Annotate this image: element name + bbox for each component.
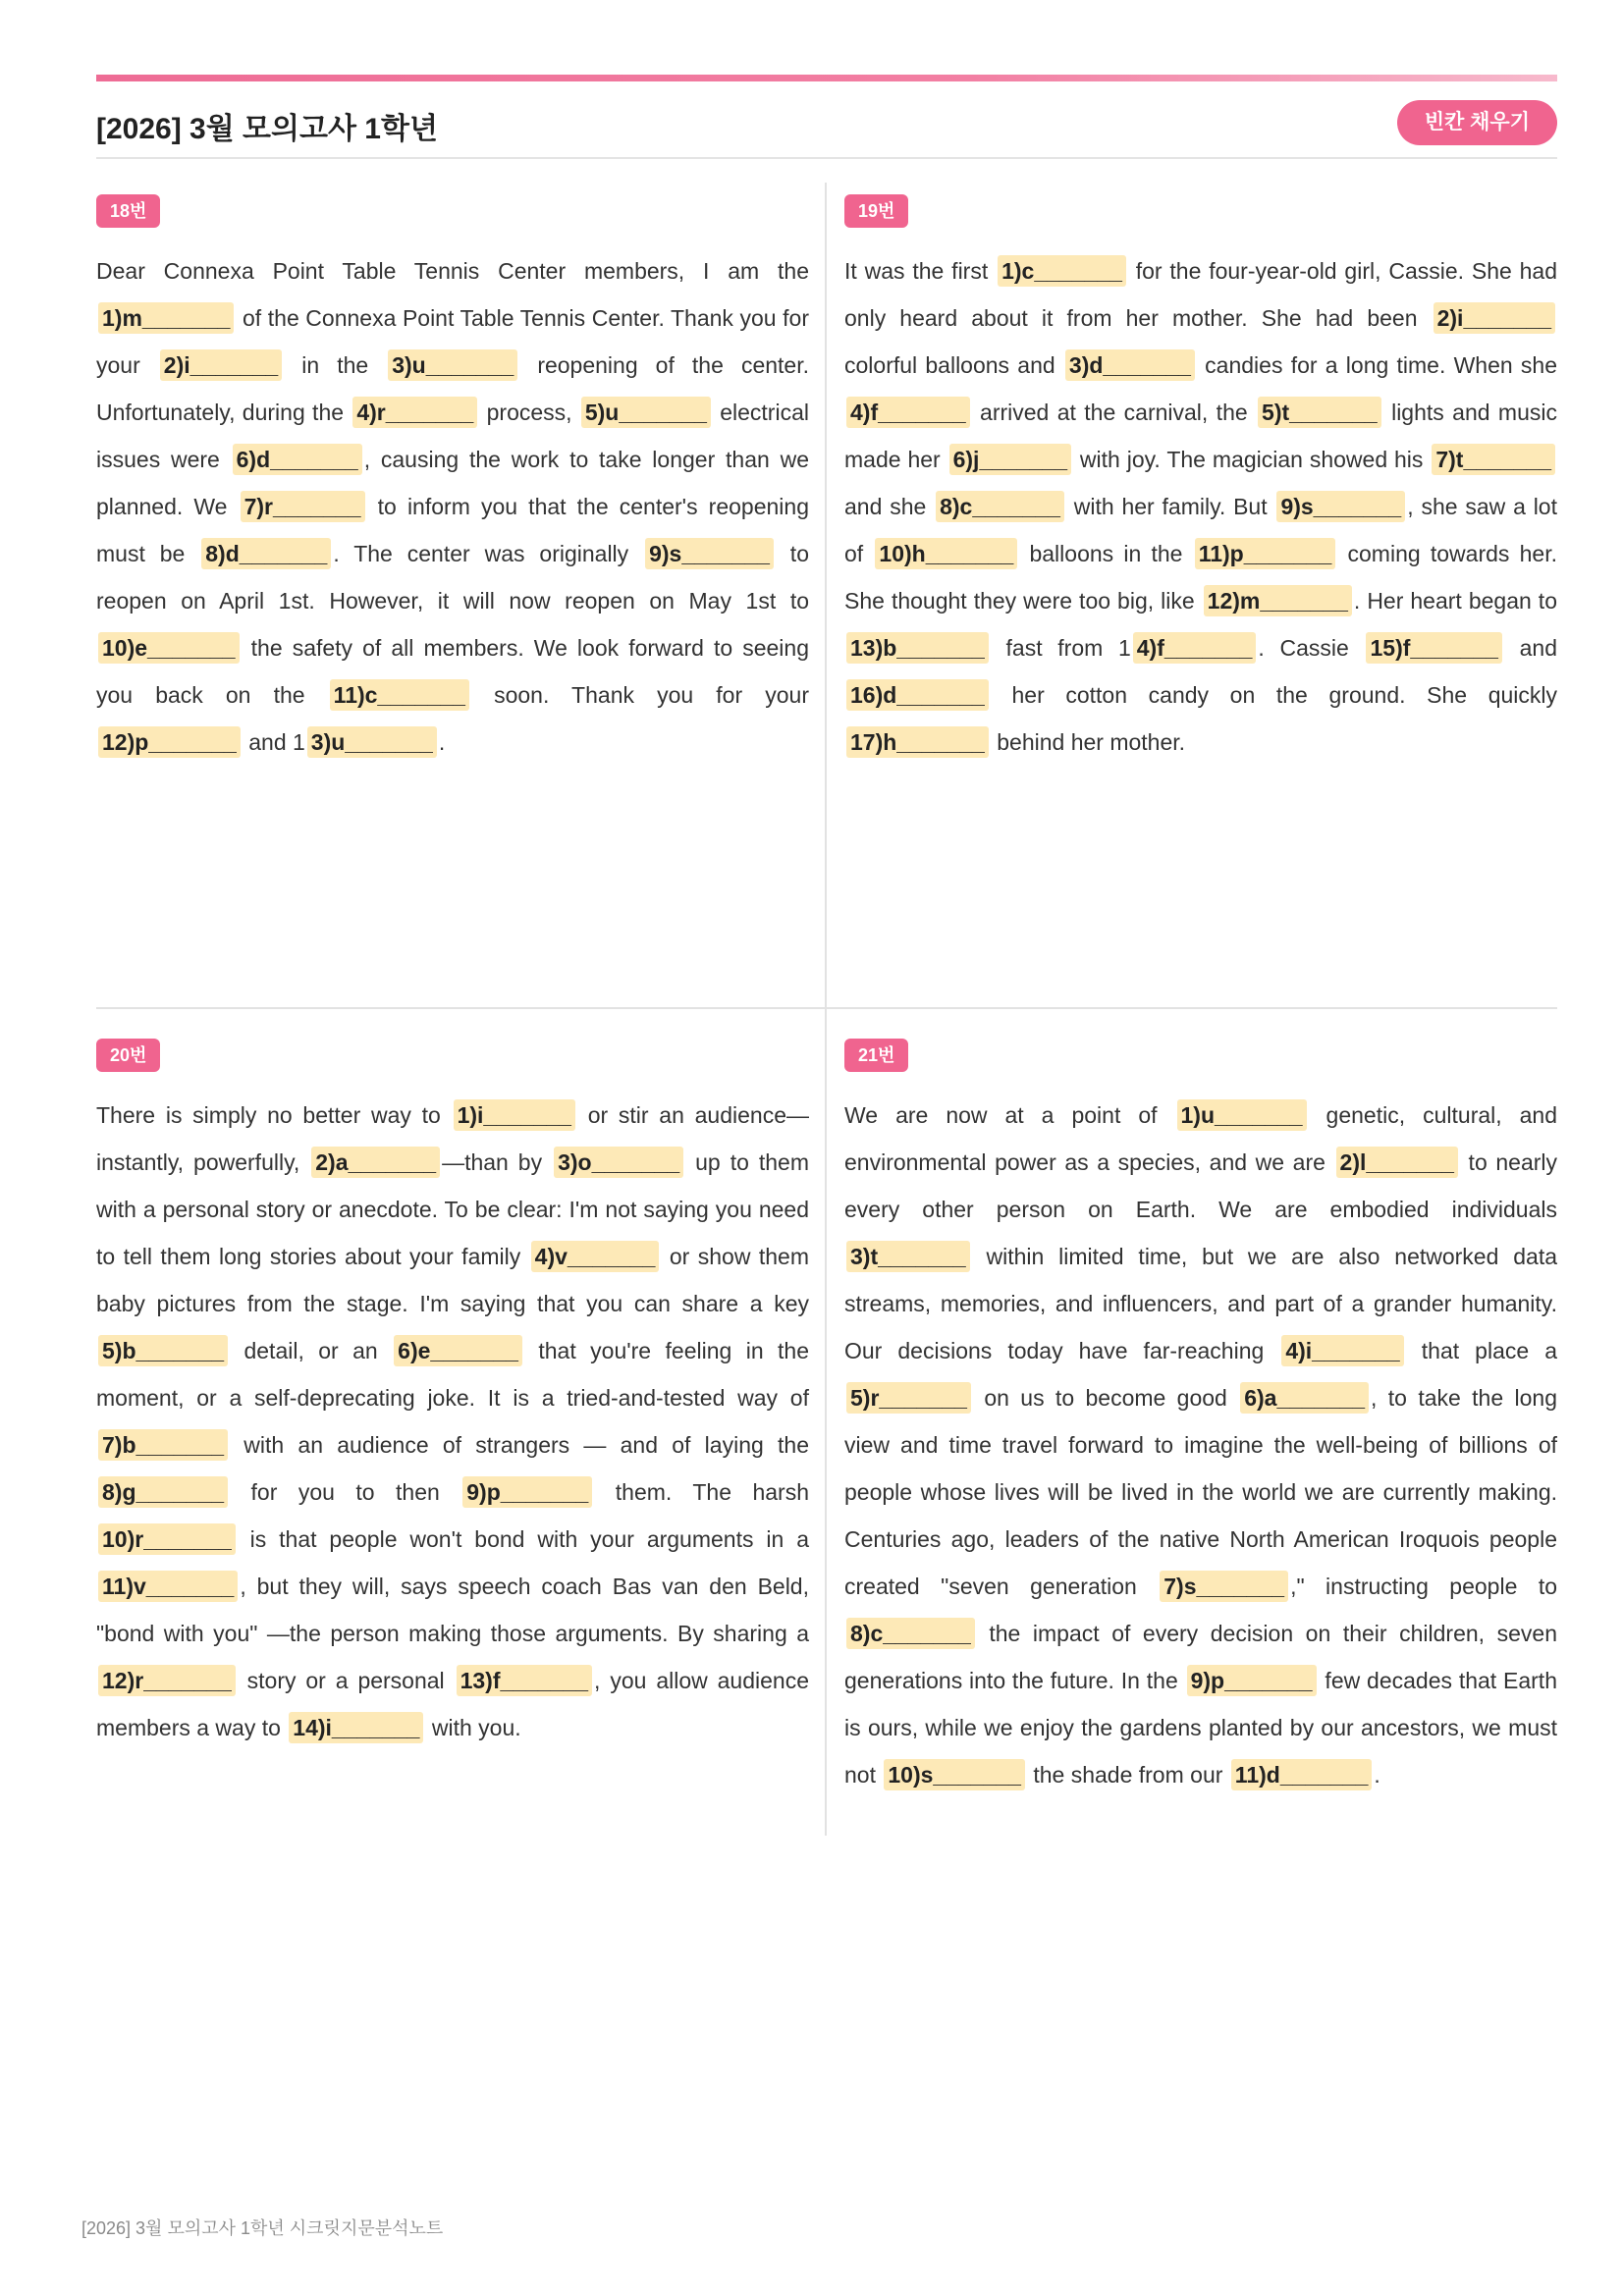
blank-answer-field: 2)a_______ [311,1147,440,1178]
blank-answer-field: 8)c_______ [846,1618,975,1649]
passage-text-run: . The center was originally [333,541,644,566]
passage-text-run: process, [479,400,579,425]
passage-text [844,247,1557,766]
passage-text-run: within limited time, but we are also networked data streams, memories, and influencers, and part of a grander humanity. Our decisions today have far-reaching [844,1244,1557,1363]
passage-text-run: genetic, cultural, and environmental power as a species, and we are [844,1102,1558,1175]
blank-answer-field: 4)f_______ [846,397,970,428]
blank-answer-field: 5)u_______ [581,397,711,428]
column-divider-top [825,183,827,1007]
blank-answer-field: 6)j_______ [949,444,1071,475]
passage-text-run: , you allow audience members a way to [96,1668,809,1740]
blank-answer-field: 7)t_______ [1432,444,1555,475]
blank-answer-field: 5)t_______ [1258,397,1381,428]
passage-text-run: arrived at the carnival, the [971,400,1257,425]
passage-text-run: . Cassie [1258,635,1365,661]
question-panel-20 [96,1039,809,1751]
passage-text-run: story or a personal [237,1668,455,1693]
passage-text-run: with you. [425,1715,521,1740]
passage-text-run: , but they will, says speech coach Bas van den Beld, "bond with you" —the person making those arguments. By sharing a [96,1574,809,1646]
blank-answer-field: 10)h_______ [875,538,1017,569]
passage-text-run: reopening of the center. Unfortunately, during the [96,352,809,425]
blank-answer-field: 12)r_______ [98,1665,236,1696]
blank-answer-field: 10)e_______ [98,632,240,664]
blank-answer-field: 15)f_______ [1366,632,1501,664]
passage-text-run: few decades that Earth is ours, while we enjoy the gardens planted by our ancestors, we must not [844,1668,1557,1788]
blank-answer-field: 2)i_______ [160,349,282,381]
passage-text-run: . Her heart began to [1353,588,1557,614]
passage-text-run: in the [284,352,387,378]
blank-answer-field: 13)f_______ [457,1665,592,1696]
blank-answer-field: 11)p_______ [1195,538,1336,569]
passage-text-run: , to take the long view and time travel forward to imagine the well-being of billions of people whose lives will be lived in the world we are currently making. Centuries ago, leaders of the native North American Iroquois people created "seven generation [844,1385,1557,1599]
blank-answer-field: 10)s_______ [884,1759,1025,1790]
blank-answer-field: 1)m_______ [98,302,234,334]
passage-text-run: the shade from our [1026,1762,1229,1788]
passage-text-run: behind her mother. [990,729,1186,755]
passage-text [96,247,809,766]
passage-text-run: Dear Connexa Point Table Tennis Center members, I am the [96,258,809,284]
blank-answer-field: 1)i_______ [454,1099,575,1131]
blank-answer-field: 5)b_______ [98,1335,228,1366]
passage-text-run: and 1 [242,729,305,755]
passage-text-run: for you to then [230,1479,461,1505]
blank-answer-field: 9)p_______ [1187,1665,1317,1696]
column-divider-bottom [825,1009,827,1836]
passage-text-run: with joy. The magician showed his [1073,447,1431,472]
blank-answer-field: 12)m_______ [1204,585,1352,616]
passage-text-run: lights and music made her [844,400,1557,472]
blank-answer-field: 1)u_______ [1177,1099,1307,1131]
passage-text-run: electrical issues were [96,400,809,472]
blank-answer-field: 9)p_______ [462,1476,592,1508]
blank-answer-field: 7)r_______ [241,491,365,522]
passage-text-run: them. The harsh [594,1479,809,1505]
top-accent-bar [96,75,1557,81]
mode-badge: 빈칸 채우기 [1397,100,1557,145]
passage-text-run: or show them baby pictures from the stage. I'm saying that you can share a key [96,1244,810,1316]
question-number-badge: 18번 [96,194,160,228]
blank-answer-field: 5)r_______ [846,1382,971,1414]
passage-text-run: with an audience of strangers — and of laying the [230,1432,809,1458]
blank-answer-field: 4)v_______ [531,1241,660,1272]
passage-text-run: . [1374,1762,1380,1788]
blank-answer-field: 9)s_______ [645,538,774,569]
blank-answer-field: 11)c_______ [330,679,469,711]
page-title: [2026] 3월 모의고사 1학년 [96,113,438,145]
blank-answer-field: 16)d_______ [846,679,989,711]
blank-answer-field: 6)d_______ [233,444,362,475]
passage-text-run: to nearly every other person on Earth. We are embodied individuals [844,1149,1557,1222]
blank-answer-field: 1)c_______ [998,255,1126,287]
passage-text-run: and [1503,635,1557,661]
passage-text-run: We are now at a point of [844,1102,1175,1128]
blank-answer-field: 2)i_______ [1434,302,1555,334]
blank-answer-field: 7)b_______ [98,1429,228,1461]
blank-answer-field: 3)d_______ [1065,349,1195,381]
blank-answer-field: 11)d_______ [1231,1759,1373,1790]
passage-text-run: There is simply no better way to [96,1102,452,1128]
passage-text-run: with her family. But [1065,494,1275,519]
passage-text-run: It was the first [844,258,997,284]
passage-text-run: ," instructing people to [1290,1574,1557,1599]
passage-text-run: —than by [442,1149,553,1175]
question-panel-19 [844,194,1557,766]
question-number-badge: 19번 [844,194,908,228]
blank-answer-field: 3)u_______ [388,349,517,381]
passage-text-run: the safety of all members. We look forward to seeing you back on the [96,635,809,708]
passage-text-run: that you're feeling in the moment, or a self-deprecating joke. It is a tried-and-tested way of [96,1338,810,1411]
blank-answer-field: 8)d_______ [201,538,331,569]
blank-answer-field: 14)i_______ [289,1712,423,1743]
blank-answer-field: 4)r_______ [352,397,477,428]
passage-text-run: that place a [1405,1338,1557,1363]
passage-text-run: coming towards her. She thought they were too big, like [844,541,1557,614]
passage-text-run: to reopen on April 1st. However, it will now reopen on May 1st to [96,541,809,614]
passage-text-run: , causing the work to take longer than we planned. We [96,447,810,519]
question-number-badge: 21번 [844,1039,908,1072]
blank-answer-field: 13)b_______ [846,632,989,664]
blank-answer-field: 10)r_______ [98,1523,236,1555]
page-header [96,98,1557,159]
question-panel-18 [96,194,809,766]
passage-text-run: fast from 1 [990,635,1131,661]
passage-text-run: of the Connexa Point Table Tennis Center. Thank you for your [96,305,809,378]
blank-answer-field: 12)p_______ [98,726,241,758]
passage-text-run: the impact of every decision on their children, seven generations into the future. In the [844,1621,1557,1693]
blank-answer-field: 3)u_______ [307,726,437,758]
passage-text [96,1092,809,1751]
passage-text-run: candies for a long time. When she [1196,352,1557,378]
blank-answer-field: 9)s_______ [1276,491,1405,522]
blank-answer-field: 8)g_______ [98,1476,228,1508]
blank-answer-field: 7)s_______ [1160,1571,1288,1602]
passage-text-run: up to them with a personal story or anecdote. To be clear: I'm not saying you need to tell them long stories about your family [96,1149,809,1269]
blank-answer-field: 2)l_______ [1336,1147,1458,1178]
passage-text-run: is that people won't bond with your arguments in a [237,1526,809,1552]
passage-text-run: soon. Thank you for your [470,682,809,708]
passage-text-run: to inform you that the center's reopening must be [96,494,809,566]
row-divider [96,1007,1557,1009]
passage-text-run: , she saw a lot of [844,494,1557,566]
blank-answer-field: 11)v_______ [98,1571,238,1602]
passage-text-run: her cotton candy on the ground. She quickly [990,682,1557,708]
blank-answer-field: 4)f_______ [1133,632,1257,664]
passage-text-run: and she [844,494,935,519]
passage-text-run: detail, or an [230,1338,393,1363]
passage-text-run: or stir an audience— instantly, powerfully, [96,1102,809,1175]
question-number-badge: 20번 [96,1039,160,1072]
blank-answer-field: 6)a_______ [1240,1382,1369,1414]
blank-answer-field: 8)c_______ [936,491,1064,522]
page-footer: [2026] 3월 모의고사 1학년 시크릿지문분석노트 [81,2218,444,2238]
passage-text-run: for the four-year-old girl, Cassie. She had only heard about it from her mother. She had been [844,258,1558,331]
passage-text-run: on us to become good [972,1385,1239,1411]
passage-text [844,1092,1557,1798]
blank-answer-field: 3)o_______ [554,1147,683,1178]
passage-text-run: balloons in the [1019,541,1193,566]
question-panel-21 [844,1039,1557,1798]
passage-text-run: . [438,729,446,755]
blank-answer-field: 3)t_______ [846,1241,970,1272]
passage-text-run: colorful balloons and [844,352,1063,378]
blank-answer-field: 4)i_______ [1281,1335,1403,1366]
blank-answer-field: 6)e_______ [394,1335,522,1366]
blank-answer-field: 17)h_______ [846,726,989,758]
